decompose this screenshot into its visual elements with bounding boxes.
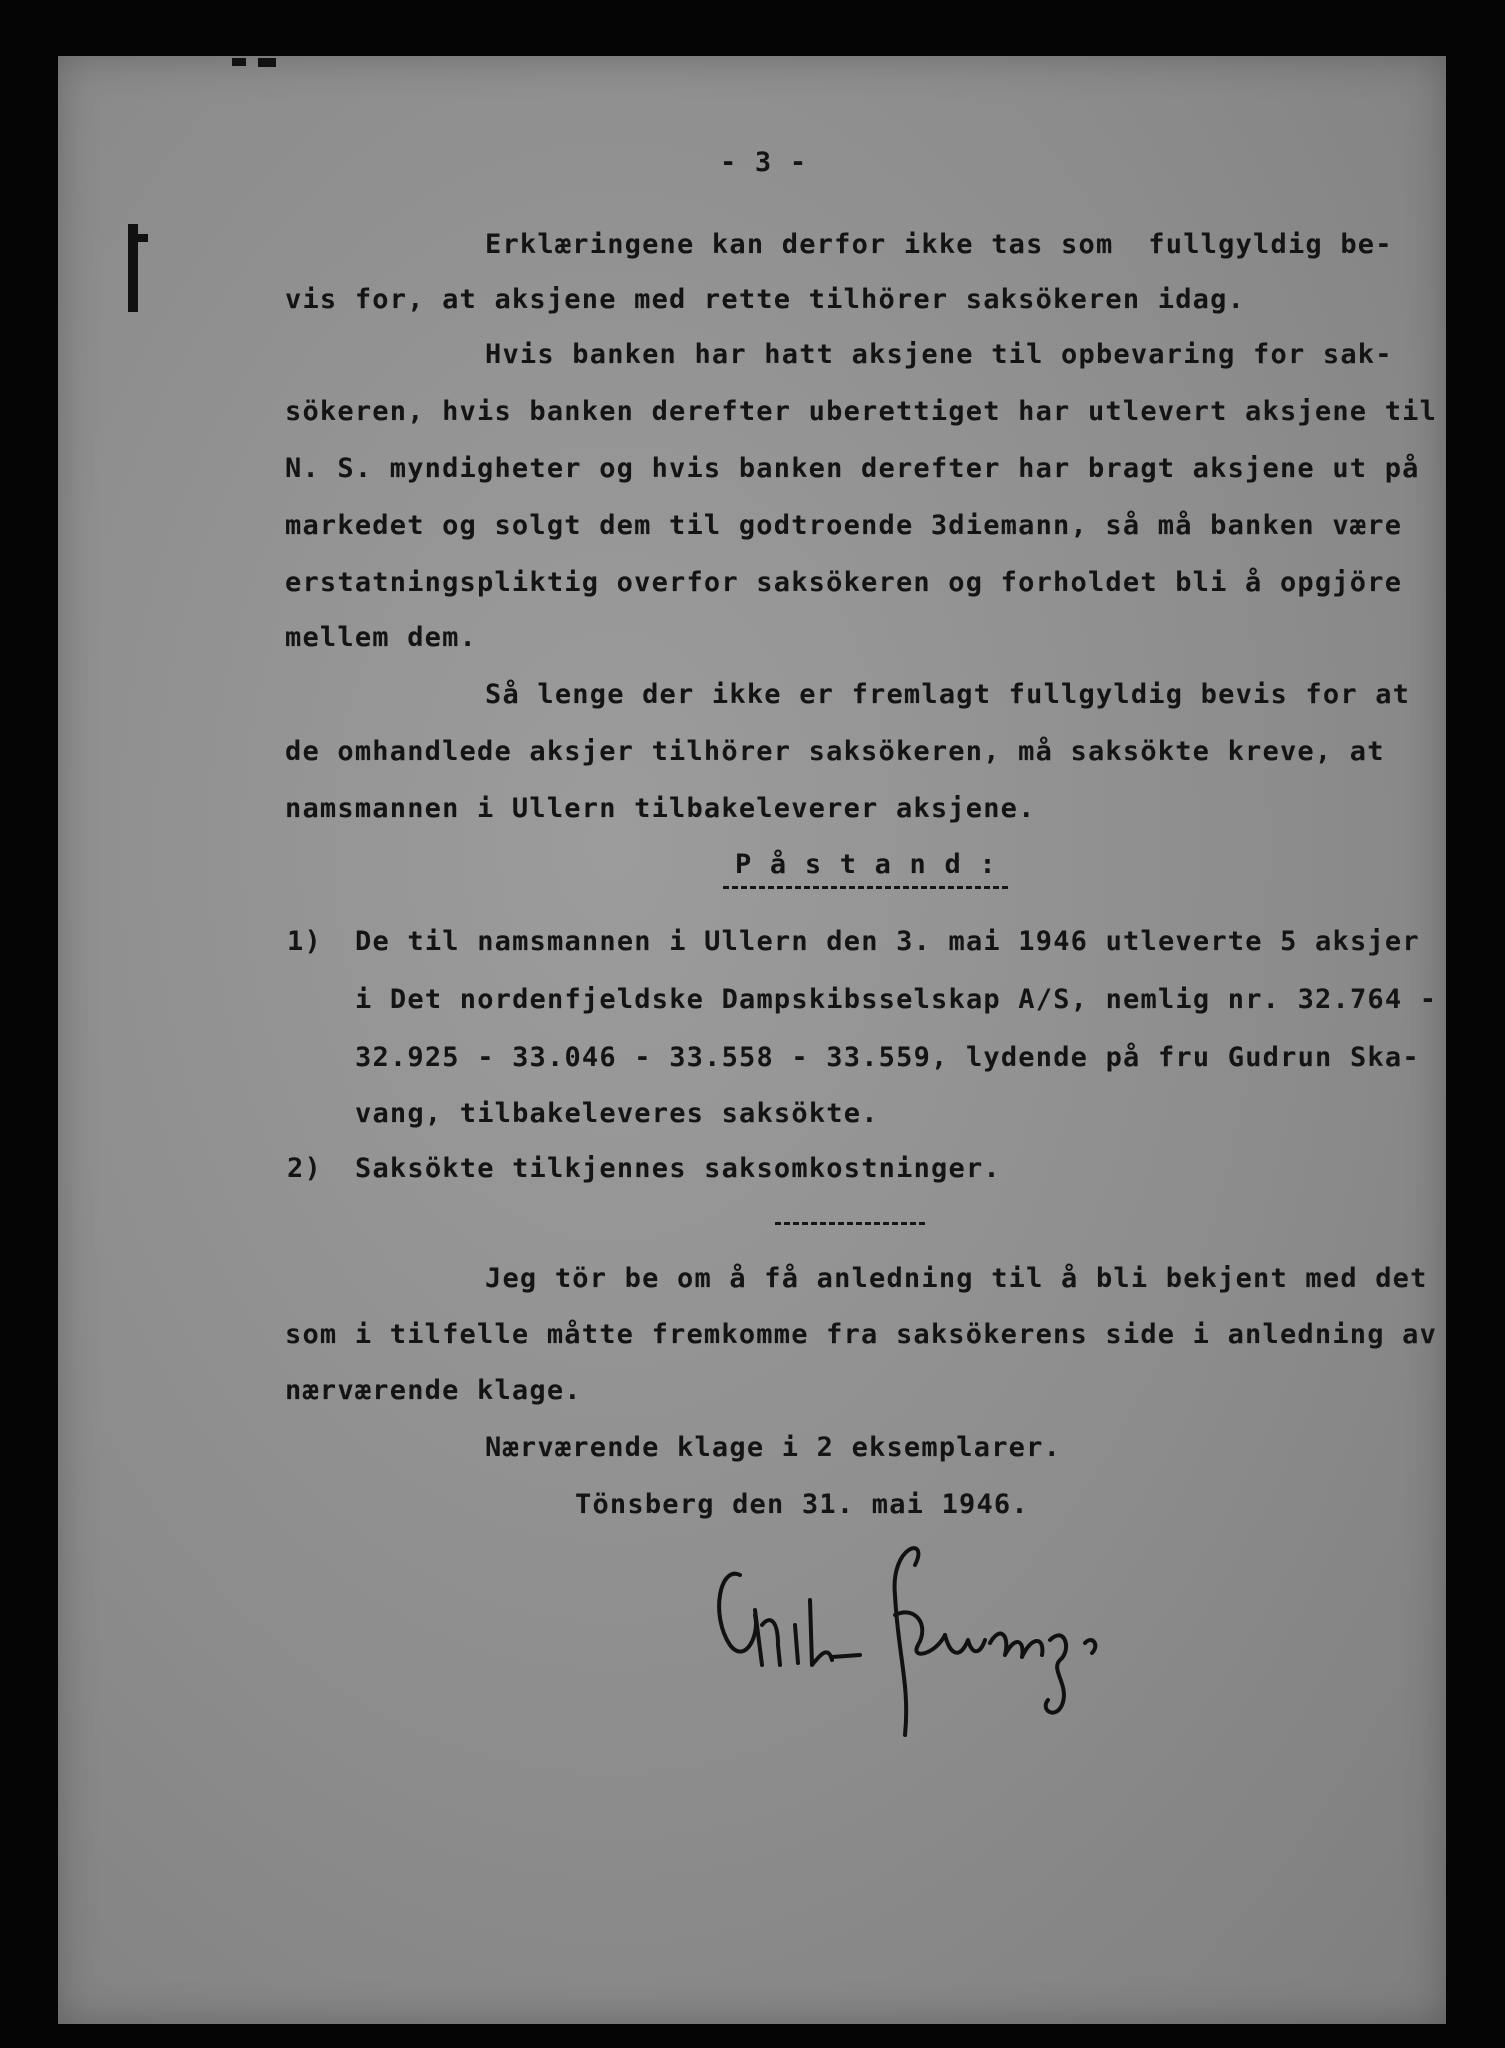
paragraph-line: vis for, at aksjene med rette tilhörer saksökeren idag. (285, 284, 1246, 315)
claim-number: 2) (287, 1153, 322, 1184)
paragraph-line: markedet og solgt dem til godtroende 3diemann, så må banken være (285, 510, 1403, 541)
page-number: - 3 - (720, 147, 808, 178)
claim-line: i Det nordenfjeldske Dampskibsselskap A/S, nemlig nr. 32.764 - (355, 984, 1438, 1015)
margin-mark (138, 234, 148, 242)
heading-underline (723, 886, 1008, 889)
paragraph-line: Erklæringene kan derfor ikke tas som fullgyldig be- (485, 229, 1393, 260)
paragraph-line: mellem dem. (285, 622, 478, 653)
claim-line: De til namsmannen i Ullern den 3. mai 1946 utleverte 5 aksjer (355, 926, 1420, 957)
claim-number: 1) (287, 926, 322, 957)
closing-line: som i tilfelle måtte fremkomme fra saksökerens side i anledning av (285, 1319, 1438, 1350)
handwritten-signature (700, 1505, 1160, 1745)
corner-mark (258, 58, 276, 67)
closing-line: Jeg tör be om å få anledning til å bli bekjent med det (485, 1263, 1428, 1294)
paragraph-line: N. S. myndigheter og hvis banken derefter har bragt aksjene ut på (285, 453, 1420, 484)
closing-line: Nærværende klage i 2 eksemplarer. (485, 1432, 1062, 1463)
paragraph-line: Så lenge der ikke er fremlagt fullgyldig bevis for at (485, 679, 1411, 710)
closing-line: nærværende klage. (285, 1375, 582, 1406)
corner-mark (232, 58, 246, 66)
paragraph-line: namsmannen i Ullern tilbakeleverer aksjene. (285, 793, 1036, 824)
paragraph-line: erstatningspliktig overfor saksökeren og forholdet bli å opgjöre (285, 567, 1403, 598)
claim-line: vang, tilbakeleveres saksökte. (355, 1098, 879, 1129)
paragraph-line: sökeren, hvis banken derefter uberettiget har utlevert aksjene til (285, 396, 1438, 427)
section-heading: P å s t a n d : (735, 849, 997, 880)
claim-line: Saksökte tilkjennes saksomkostninger. (355, 1153, 1001, 1184)
claim-line: 32.925 - 33.046 - 33.558 - 33.559, lydende på fru Gudrun Ska- (355, 1042, 1420, 1073)
margin-mark (128, 224, 138, 312)
place-date-line: Tönsberg den 31. mai 1946. (575, 1489, 1029, 1520)
paragraph-line: Hvis banken har hatt aksjene til opbevaring for sak- (485, 339, 1393, 370)
paragraph-line: de omhandlede aksjer tilhörer saksökeren, må saksökte kreve, at (285, 736, 1385, 767)
separator-rule (775, 1222, 925, 1225)
